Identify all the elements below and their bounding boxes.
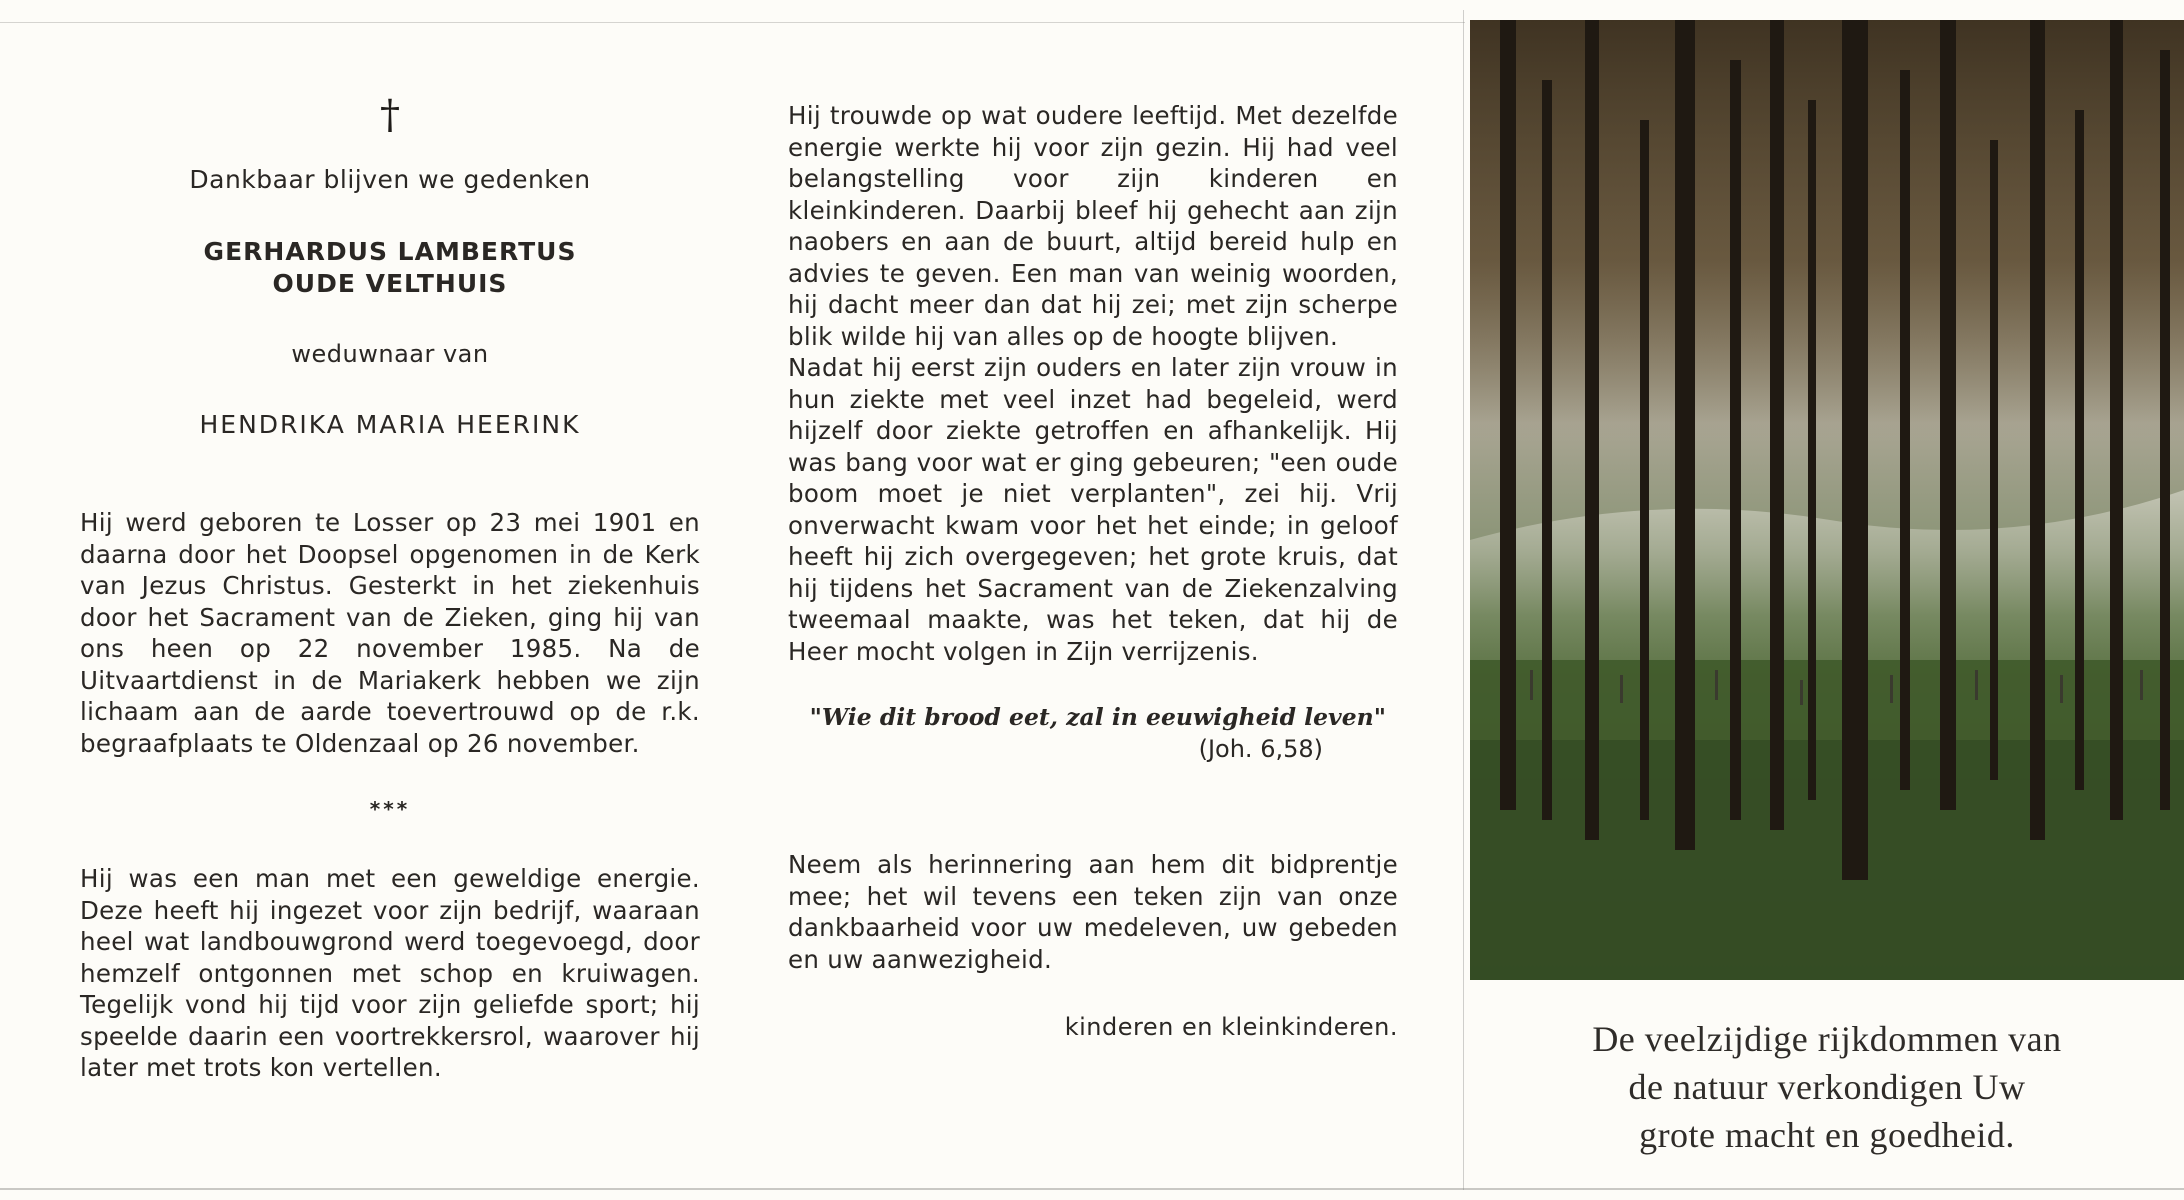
bible-reference: (Joh. 6,58) bbox=[1198, 735, 1323, 763]
card-bottom-edge bbox=[0, 1188, 2184, 1190]
illness-paragraph: Nadat hij eerst zijn ouders en later zijn vrouw in hun ziekte met veel inzet had begeleid, werd hijzelf door ziekte getroffen en afhankelijk. Hij was bang voor wat er ging gebeuren; "een oude boom moet je niet verplanten", zei hij. Vrij onverwacht kwam voor het het einde; in geloof heeft hij zich overgegeven; het grote kruis, dat hij tijdens het Sacrament van de Ziekenzalving tweemaal maakte, was het teken, dat hij de Heer mocht volgen in Zijn verrijzenis. bbox=[788, 353, 1398, 666]
caption-line-2: de natuur verkondigen Uw bbox=[1628, 1067, 2026, 1107]
energy-paragraph: Hij was een man met een geweldige energie. Deze heeft hij ingezet voor zijn bedrijf, waaraan heel wat landbouwgrond werd toegevoegd, door hemzelf ontgonnen met schop en kruiwagen. Tegelijk vond hij tijd voor zijn geliefde sport; hij speelde daarin een voortrekkersrol, waarover hij later met trots kon vertellen. bbox=[80, 864, 700, 1082]
widow-of-label: weduwnaar van bbox=[291, 340, 489, 368]
forest-illustration bbox=[1470, 20, 2184, 980]
caption-line-1: De veelzijdige rijkdommen van bbox=[1592, 1019, 2062, 1059]
deceased-name-line2: OUDE VELTHUIS bbox=[272, 269, 508, 298]
intro-text: Dankbaar blijven we gedenken bbox=[189, 165, 591, 194]
deceased-name-line1: GERHARDUS LAMBERTUS bbox=[203, 237, 577, 266]
deceased-name bbox=[80, 236, 700, 300]
family-paragraph: Hij trouwde op wat oudere leeftijd. Met dezelfde energie werkte hij voor zijn gezin. Hij had veel belangstelling voor zijn kinderen en kleinkinderen. Daarbij bleef hij gehecht aan zijn naobers en aan de buurt, altijd bereid hulp en advies te geven. Een man van weinig woorden, hij dacht meer dan dat hij zei; met zijn scherpe blik wilde hij van alles op de hoogte blijven. bbox=[788, 101, 1398, 351]
bible-quote: "Wie dit brood eet, zal in eeuwigheid leven" bbox=[809, 703, 1386, 731]
biography-paragraph: Hij werd geboren te Losser op 23 mei 1901 en daarna door het Doopsel opgenomen in de Kerk van Jezus Christus. Gesterkt in het ziekenhuis door het Sacrament van de Zieken, ging hij van ons heen op 22 november 1985. Na de Uitvaartdienst in de Mariakerk hebben we zijn lichaam aan de aarde toevertrouwd op de r.k. begraafplaats te Oldenzaal op 26 november. bbox=[80, 508, 700, 758]
card-top-edge bbox=[0, 22, 1465, 23]
signature: kinderen en kleinkinderen. bbox=[1064, 1013, 1398, 1041]
caption-line-3: grote macht en goedheid. bbox=[1639, 1115, 2015, 1155]
middle-panel bbox=[788, 100, 1398, 1100]
spouse-name: HENDRIKA MARIA HEERINK bbox=[199, 410, 581, 439]
left-panel bbox=[80, 92, 700, 1095]
photo-divider bbox=[1463, 10, 1464, 1190]
forest-photo bbox=[1470, 20, 2184, 980]
separator-stars: *** bbox=[369, 797, 411, 821]
photo-caption bbox=[1470, 1015, 2184, 1159]
memory-paragraph: Neem als herinnering aan hem dit bidprentje mee; het wil tevens een teken zijn van onze dankbaarheid voor uw medeleven, uw gebeden en uw aanwezigheid. bbox=[788, 850, 1398, 974]
cross-symbol: † bbox=[380, 92, 400, 138]
